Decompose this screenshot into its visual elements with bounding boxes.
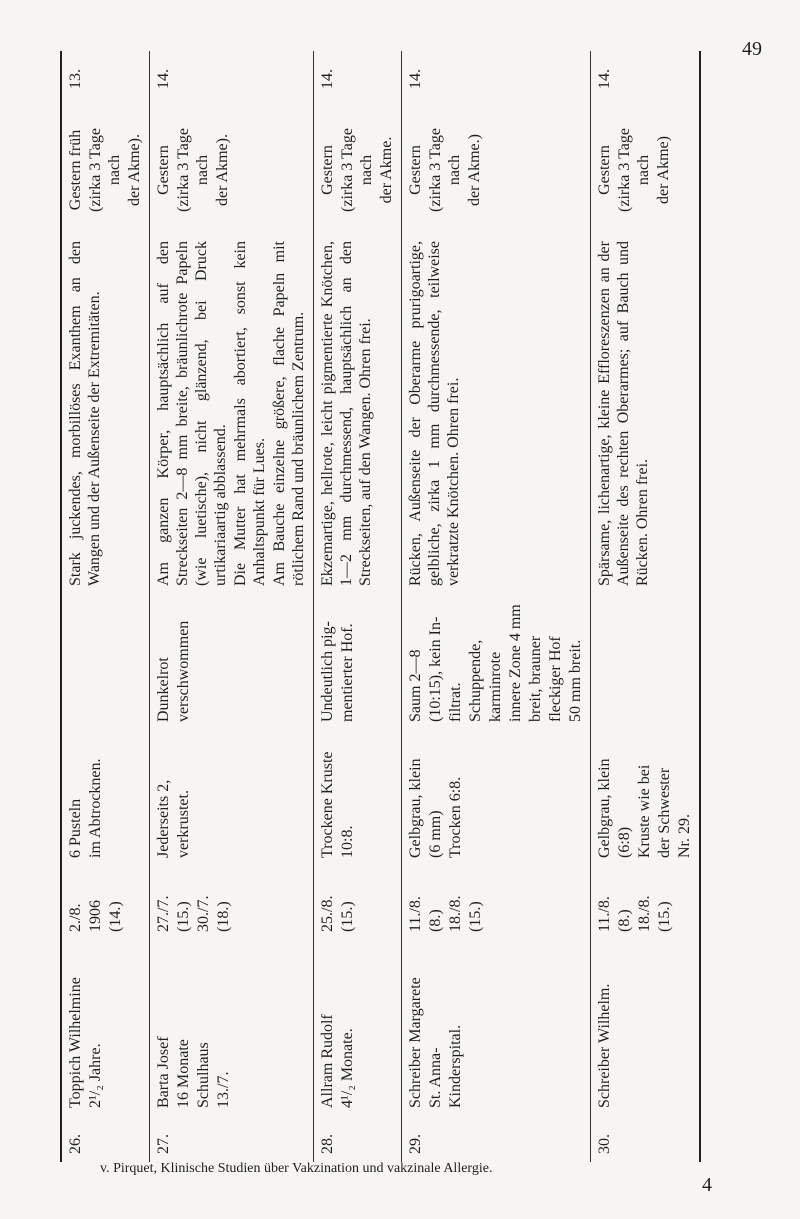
day-number-cell: 13. xyxy=(67,69,84,89)
exanthem-onset-line: Gestern früh xyxy=(67,129,84,211)
areola-description-line: 50 mm breit. xyxy=(567,639,584,722)
patient-name-line: St. Anna- xyxy=(427,1047,444,1108)
table-row xyxy=(591,51,701,1162)
pustule-description-cell xyxy=(61,730,150,866)
areola-description-line: karminrote xyxy=(487,651,504,722)
pustule-description-line: Gelbgrau, klein xyxy=(407,758,424,858)
exam-date-line: 2./8. xyxy=(67,903,84,932)
areola-description-cell xyxy=(591,594,701,730)
patient-name-line: Barta Josef xyxy=(155,1036,172,1108)
exanthem-onset-cell xyxy=(61,107,150,233)
exanthem-onset-line: (zirka 3 Tage nach xyxy=(339,128,375,212)
areola-description-line: fleckiger Hof xyxy=(547,636,564,722)
exanthem-onset-cell xyxy=(402,107,591,233)
areola-description-line: (10:15), kein In- xyxy=(427,616,444,722)
exanthem-description-cell xyxy=(591,233,701,594)
pustule-description-line: Jederseits 2, xyxy=(155,779,172,858)
pustule-description-cell xyxy=(150,730,314,866)
areola-description-cell xyxy=(61,594,150,730)
exanthem-onset-cell xyxy=(314,107,402,233)
exam-date-cell xyxy=(314,866,402,940)
patient-name-cell xyxy=(61,940,150,1116)
patient-name-line: 4¹/₂ Monate. xyxy=(339,1028,356,1108)
case-number-cell: 30. xyxy=(596,1134,613,1154)
exanthem-onset-cell xyxy=(150,107,314,233)
exam-date-line: 30./7. xyxy=(195,895,212,932)
pustule-description-cell xyxy=(402,730,591,866)
page-number: 49 xyxy=(742,38,762,60)
patient-name-line: 2¹/₂ Jahre. xyxy=(87,1043,104,1108)
exanthem-onset-line: der Akme). xyxy=(214,134,231,206)
patient-name-cell xyxy=(150,940,314,1116)
patient-name-line: Kinderspital. xyxy=(447,1024,464,1108)
areola-description-line: Schuppende, xyxy=(467,639,484,722)
pustule-description-line: (6:8) xyxy=(616,826,633,858)
pustule-description-line: Trockene Kruste xyxy=(319,751,336,858)
exanthem-onset-line: der Akme). xyxy=(126,134,143,206)
areola-description-line: Saum 2—8 xyxy=(407,649,424,722)
exanthem-description-line: Stark juckendes, morbillöses Exanthem an den Wangen und der Außenseite der Extremitäten. xyxy=(67,241,103,586)
areola-description-cell xyxy=(314,594,402,730)
exanthem-description-line: Ekzemartige, hellrote, leicht pigmentierte Knötchen, 1—2 mm durchmessend, hauptsächlich an den Streckseiten, auf den Wangen. Ohren frei. xyxy=(319,241,374,586)
exam-date-line: 27./7. xyxy=(155,895,172,932)
exam-date-line: (14.) xyxy=(107,901,124,932)
exanthem-description-cell xyxy=(402,233,591,594)
exanthem-description-cell xyxy=(61,233,150,594)
pustule-description-line: 6 Pusteln xyxy=(67,798,84,858)
exam-date-line: 18./8. xyxy=(447,895,464,932)
exanthem-onset-line: der Akme) xyxy=(655,136,672,204)
patient-name-line: Toppich Wilhelmine xyxy=(67,977,84,1108)
pustule-description-line: Gelbgrau, klein xyxy=(596,758,613,858)
case-table xyxy=(60,51,701,1162)
areola-description-line: verschwommen xyxy=(175,620,192,722)
pustule-description-line: Kruste wie bei xyxy=(636,764,653,858)
patient-name-line: Allram Rudolf xyxy=(319,1014,336,1108)
day-number-cell: 14. xyxy=(407,69,424,89)
patient-name-line: Schreiber Wilhelm. xyxy=(596,983,613,1108)
table-row xyxy=(314,51,402,1162)
exam-date-line: 1906 xyxy=(87,900,104,932)
areola-description-line: Undeutlich pig- xyxy=(319,621,336,722)
exanthem-onset-line: (zirka 3 Tage nach xyxy=(175,128,211,212)
pustule-description-line: 10:8. xyxy=(339,825,356,858)
case-number-cell: 26. xyxy=(67,1134,84,1154)
exanthem-onset-line: Gestern xyxy=(596,145,613,195)
exam-date-line: (8.) xyxy=(427,909,444,932)
pustule-description-line: Nr. 29. xyxy=(676,814,693,858)
pustule-description-line: verkrustet. xyxy=(175,790,192,858)
footer-citation: v. Pirquet, Klinische Studien über Vakzination und vakzinale Allergie. xyxy=(100,1161,493,1176)
exam-date-cell xyxy=(150,866,314,940)
day-number-cell: 14. xyxy=(155,69,172,89)
exam-date-line: (15.) xyxy=(339,901,356,932)
exam-date-line: (15.) xyxy=(467,901,484,932)
exam-date-cell xyxy=(402,866,591,940)
patient-name-line: Schulhaus xyxy=(195,1042,212,1108)
exam-date-line: (15.) xyxy=(175,901,192,932)
exanthem-onset-line: Gestern xyxy=(407,145,424,195)
pustule-description-cell xyxy=(314,730,402,866)
case-number-cell: 27. xyxy=(155,1134,172,1154)
areola-description-cell xyxy=(402,594,591,730)
areola-description-cell xyxy=(150,594,314,730)
pustule-description-line: im Abtrocknen. xyxy=(87,758,104,858)
table-row xyxy=(402,51,591,1162)
patient-name-cell xyxy=(591,940,701,1116)
exanthem-onset-line: (zirka 3 Tage nach xyxy=(616,128,652,212)
exanthem-onset-cell xyxy=(591,107,701,233)
exam-date-line: 25./8. xyxy=(319,895,336,932)
exam-date-line: (15.) xyxy=(656,901,673,932)
table-row xyxy=(61,51,150,1162)
table-row xyxy=(150,51,314,1162)
areola-description-line: breit, brauner xyxy=(527,635,544,722)
exanthem-onset-line: (zirka 3 Tage nach xyxy=(427,128,463,212)
exanthem-description-line: Spärsame, lichenartige, kleine Effloreszenzen an der Außenseite des rechten Oberarmes; auf Bauch und Rücken. Ohren frei. xyxy=(596,241,651,586)
patient-name-line: Schreiber Margarete xyxy=(407,977,424,1108)
exanthem-onset-line: der Akme.) xyxy=(466,134,483,206)
case-table-rotated xyxy=(60,69,693,1162)
pustule-description-line: (6 mm) xyxy=(427,810,444,858)
exam-date-line: (8.) xyxy=(616,909,633,932)
areola-description-line: filtrat. xyxy=(447,682,464,722)
exam-date-line: (18.) xyxy=(215,901,232,932)
areola-description-line: mentierter Hof. xyxy=(339,623,356,722)
patient-name-line: 16 Monate xyxy=(175,1039,192,1108)
areola-description-line: innere Zone 4 mm xyxy=(507,604,524,722)
exanthem-description-line: Am Bauche einzelne größere, flache Papeln mit rötlichem Rand und bräunlichem Zentrum. xyxy=(271,241,307,586)
exanthem-onset-line: Gestern xyxy=(319,145,336,195)
pustule-description-cell xyxy=(591,730,701,866)
case-number-cell: 29. xyxy=(407,1134,424,1154)
case-number-cell: 28. xyxy=(319,1134,336,1154)
patient-name-cell xyxy=(314,940,402,1116)
day-number-cell: 14. xyxy=(596,69,613,89)
pustule-description-line: der Schwester xyxy=(656,767,673,858)
exam-date-line: 11./8. xyxy=(407,896,424,932)
patient-name-cell xyxy=(402,940,591,1116)
areola-description-line: Dunkelrot xyxy=(155,657,172,722)
exanthem-description-line: Rücken, Außenseite der Oberarme prurigoartige, gelbliche, zirka 1 mm durchmessende, teilweise verkratzte Knötchen. Ohren frei. xyxy=(407,241,462,586)
pustule-description-line: Trocken 6:8. xyxy=(447,776,464,858)
day-number-cell: 14. xyxy=(319,69,336,89)
exanthem-onset-line: Gestern xyxy=(155,145,172,195)
exanthem-description-line: Die Mutter hat mehrmals abortiert, sonst kein Anhaltspunkt für Lues. xyxy=(232,241,268,586)
exanthem-onset-line: der Akme. xyxy=(378,136,395,204)
exanthem-description-cell xyxy=(314,233,402,594)
exanthem-onset-line: (zirka 3 Tage nach xyxy=(87,128,123,212)
exanthem-description-line: Am ganzen Körper, hauptsächlich auf den Streckseiten 2—8 mm breite, bräunlichrote Papeln (wie luetische), nicht glänzend, bei Druck urtikariaartig abblassend. xyxy=(155,241,229,586)
patient-name-line: 13./7. xyxy=(215,1071,232,1108)
exam-date-cell xyxy=(61,866,150,940)
exam-date-line: 11./8. xyxy=(596,896,613,932)
exam-date-line: 18./8. xyxy=(636,895,653,932)
exam-date-cell xyxy=(591,866,701,940)
footer-sheet-number: 4 xyxy=(702,1174,712,1196)
exanthem-description-cell xyxy=(150,233,314,594)
